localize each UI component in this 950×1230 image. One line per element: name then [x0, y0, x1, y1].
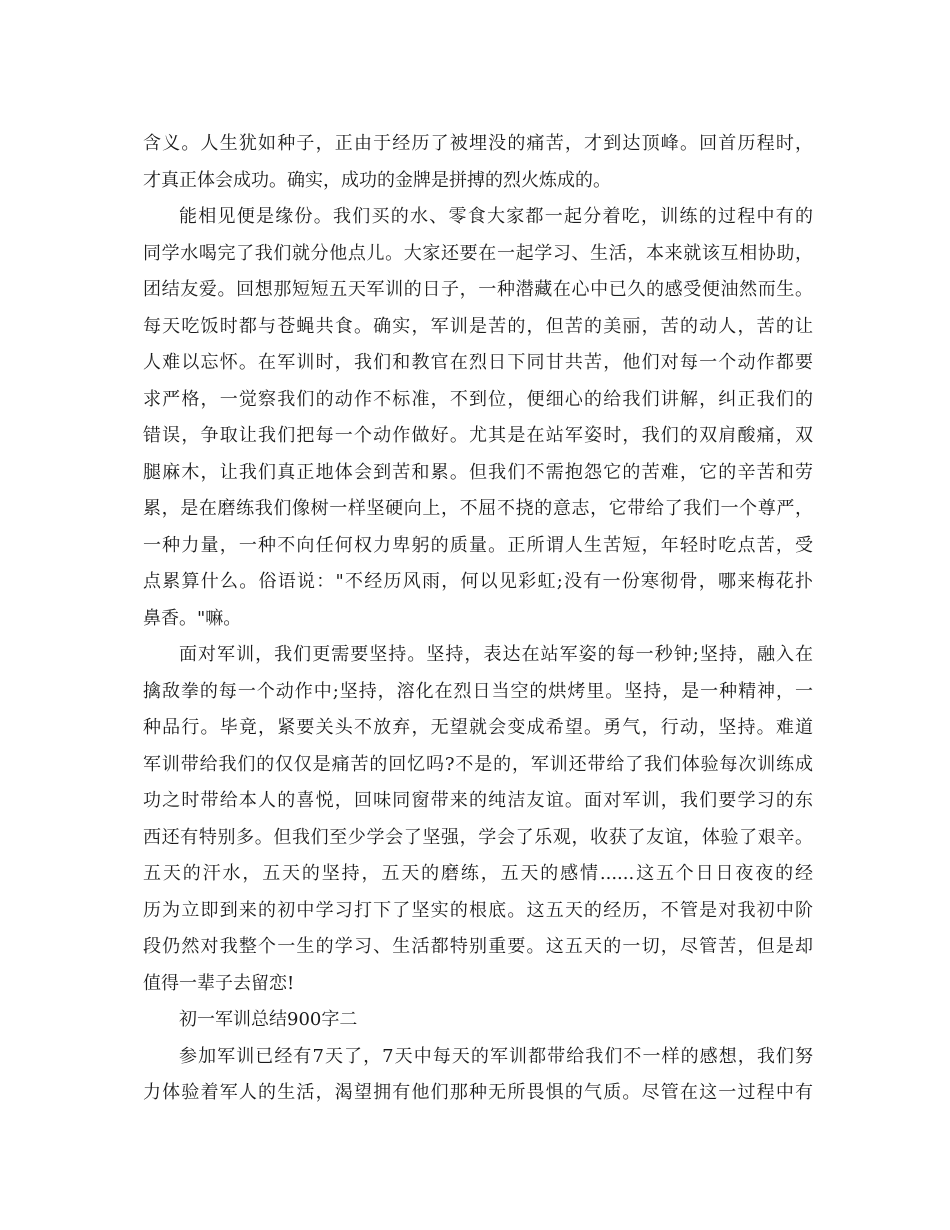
text-line: 同学水喝完了我们就分他点儿。大家还要在一起学习、生活，本来就该互相协助，	[143, 242, 813, 264]
text-line: 值得一辈子去留恋!	[143, 972, 295, 994]
text-line: 参加军训已经有7天了，7天中每天的军训都带给我们不一样的感想，我们努	[179, 1045, 813, 1067]
text-line: 腿麻木，让我们真正地体会到苦和累。但我们不需抱怨它的苦难，它的辛苦和劳	[143, 461, 813, 483]
text-line: 功之时带给本人的喜悦，回味同窗带来的纯洁友谊。面对军训，我们要学习的东	[143, 790, 813, 811]
text-line: 力体验着军人的生活，渴望拥有他们那种无所畏惧的气质。尽管在这一过程中有	[143, 1082, 813, 1103]
text-line: 团结友爱。回想那短短五天军训的日子，一种潜藏在心中已久的感受便油然而生。	[143, 279, 813, 300]
text-line: 求严格，一觉察我们的动作不标准，不到位，便细心的给我们讲解，纠正我们的	[143, 388, 813, 410]
text-line: 初一军训总结900字二	[179, 1009, 358, 1030]
text-line: 鼻香。"嘛。	[143, 607, 242, 629]
document-body	[143, 126, 813, 1112]
text-line: 五天的汗水，五天的坚持，五天的磨练，五天的感情......这五个日日夜夜的经	[143, 863, 813, 884]
text-line: 面对军训，我们更需要坚持。坚持，表达在站军姿的每一秒钟;坚持，融入在	[179, 644, 813, 665]
text-line: 点累算什么。俗语说："不经历风雨，何以见彩虹;没有一份寒彻骨，哪来梅花扑	[143, 571, 813, 592]
text-line: 每天吃饭时都与苍蝇共食。确实，军训是苦的，但苦的美丽，苦的动人，苦的让	[143, 315, 813, 337]
text-line: 人难以忘怀。在军训时，我们和教官在烈日下同甘共苦，他们对每一个动作都要	[143, 352, 813, 373]
text-line: 含义。人生犹如种子，正由于经历了被埋没的痛苦，才到达顶峰。回首历程时，	[143, 133, 813, 154]
text-line: 擒敌拳的每一个动作中;坚持，溶化在烈日当空的烘烤里。坚持，是一种精神，一	[143, 680, 813, 702]
text-line: 西还有特别多。但我们至少学会了坚强，学会了乐观，收获了友谊，体验了艰辛。	[143, 826, 813, 848]
text-line: 历为立即到来的初中学习打下了坚实的根底。这五天的经历，不管是对我初中阶	[143, 899, 813, 921]
text-line: 累，是在磨练我们像树一样坚硬向上，不屈不挠的意志，它带给了我们一个尊严，	[143, 498, 813, 519]
text-line: 才真正体会成功。确实，成功的金牌是拼搏的烈火炼成的。	[143, 169, 611, 191]
text-line: 军训带给我们的仅仅是痛苦的回忆吗?不是的，军训还带给了我们体验每次训练成	[143, 753, 813, 775]
text-line: 一种力量，一种不向任何权力卑躬的质量。正所谓人生苦短，年轻时吃点苦，受	[143, 534, 813, 556]
text-line: 段仍然对我整个一生的学习、生活都特别重要。这五天的一切，尽管苦，但是却	[143, 936, 813, 957]
text-line: 种品行。毕竟，紧要关头不放弃，无望就会变成希望。勇气，行动，坚持。难道	[143, 717, 813, 738]
text-line: 错误，争取让我们把每一个动作做好。尤其是在站军姿时，我们的双肩酸痛，双	[143, 425, 813, 446]
text-line: 能相见便是缘份。我们买的水、零食大家都一起分着吃，训练的过程中有的	[179, 206, 813, 227]
